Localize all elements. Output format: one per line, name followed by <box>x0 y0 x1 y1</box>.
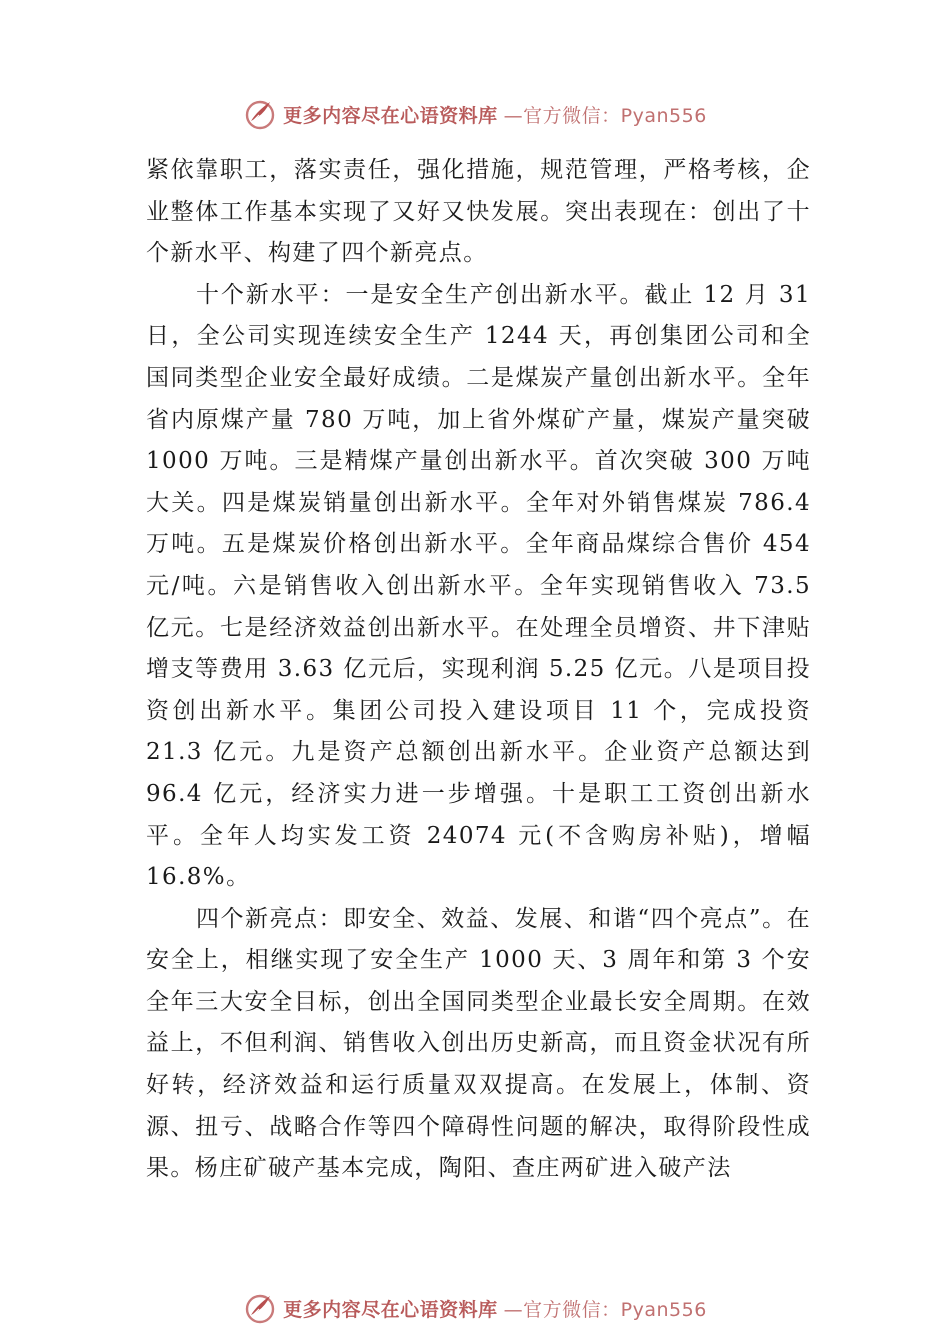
quill-logo-icon <box>243 1291 277 1325</box>
document-body <box>146 150 811 1190</box>
quill-logo-icon <box>243 97 277 131</box>
watermark-site-text: 更多内容尽在心语资料库 <box>283 104 498 127</box>
watermark-site-text: 更多内容尽在心语资料库 <box>283 1298 498 1321</box>
paragraph-3: 四个新亮点：即安全、效益、发展、和谐“四个亮点”。在安全上，相继实现了安全生产 1000 天、3 周年和第 3 个安全年三大安全目标，创出全国同类型企业最长安全周期。在效益上，不但利润、销售收入创出历史新高，而且资金状况有所好转，经济效益和运行质量双双提高。在发展上，体制、资源、扭亏、战略合作等四个障碍性问题的解决，取得阶段性成果。杨庄矿破产基本完成，陶阳、查庄两矿进入破产法 <box>146 905 811 1182</box>
header-watermark <box>0 94 950 134</box>
paragraph-2: 十个新水平：一是安全生产创出新水平。截止 12 月 31 日，全公司实现连续安全生产 1244 天，再创集团公司和全国同类型企业安全最好成绩。二是煤炭产量创出新水平。全年省内原煤产量 780 万吨，加上省外煤矿产量，煤炭产量突破 1000 万吨。三是精煤产量创出新水平。首次突破 300 万吨大关。四是煤炭销量创出新水平。全年对外销售煤炭 786.4 万吨。五是煤炭价格创出新水平。全年商品煤综合售价 454 元/吨。六是销售收入创出新水平。全年实现销售收入 73.5 亿元。七是经济效益创出新水平。在处理全员增资、井下津贴增支等费用 3.63 亿元后，实现利润 5.25 亿元。八是项目投资创出新水平。集团公司投入建设项目 11 个，完成投资 21.3 亿元。九是资产总额创出新水平。企业资产总额达到 96.4 亿元，经济实力进一步增强。十是职工工资创出新水平。全年人均实发工资 24074 元(不含购房补贴)，增幅 16.8%。 <box>146 281 811 891</box>
footer-watermark <box>0 1288 950 1328</box>
watermark-contact-text: —官方微信：Pyan556 <box>503 1298 707 1321</box>
paragraph-1: 紧依靠职工，落实责任，强化措施，规范管理，严格考核，企业整体工作基本实现了又好又快发展。突出表现在：创出了十个新水平、构建了四个新亮点。 <box>146 157 811 267</box>
watermark-contact-text: —官方微信：Pyan556 <box>503 104 707 127</box>
